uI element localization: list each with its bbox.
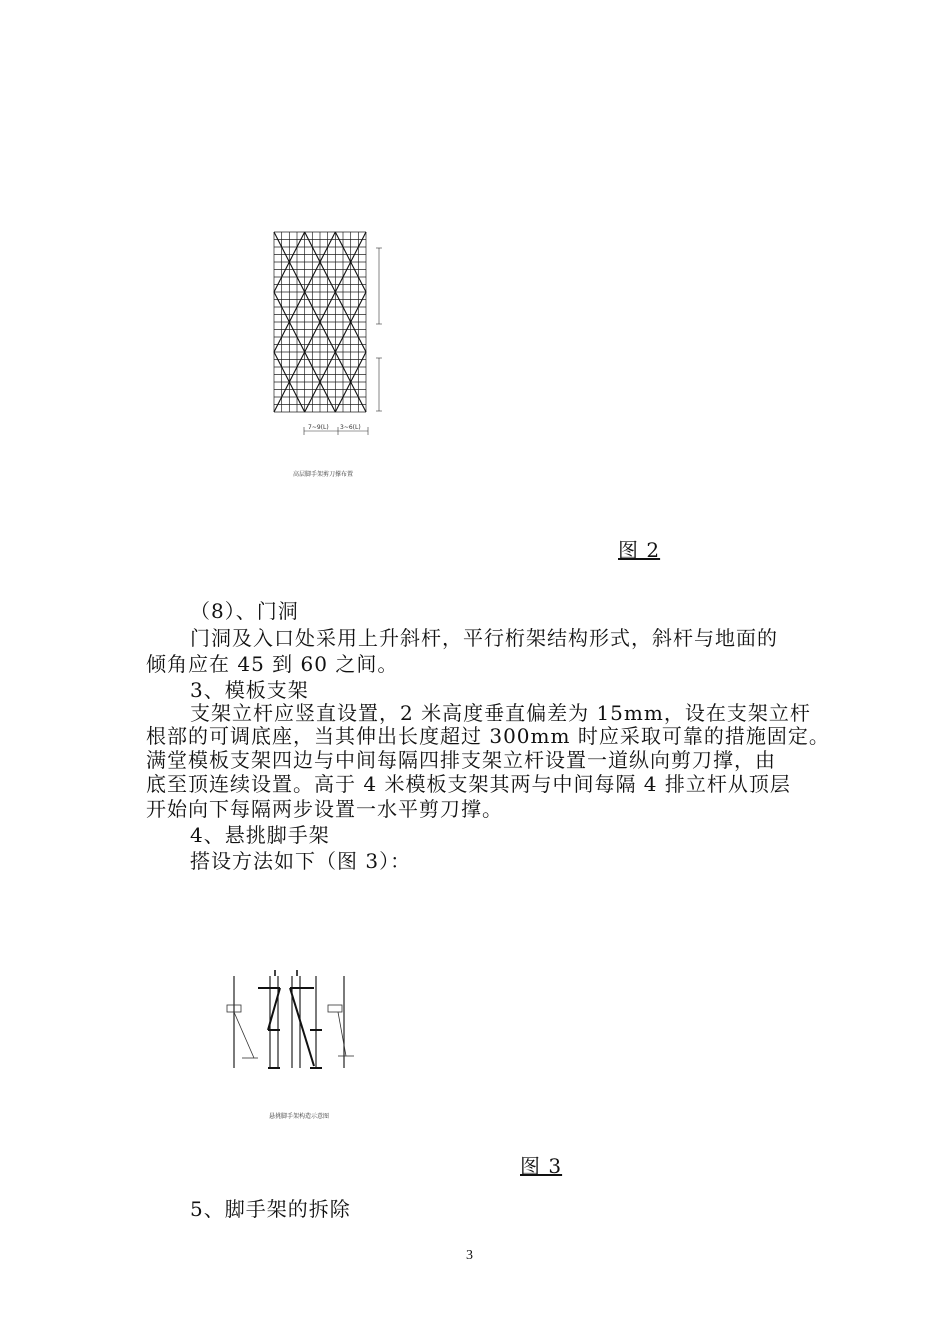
fig2-dim-left: 7~9(L) [308, 424, 329, 431]
paragraph-line: 底至顶连续设置。高于 4 米模板支架其两与中间每隔 4 排立杆从顶层 [146, 772, 791, 796]
page-number: 3 [466, 1248, 473, 1263]
fig2-dim-right: 3~6(L) [340, 424, 361, 431]
section-5-heading: 5、脚手架的拆除 [190, 1197, 351, 1221]
paragraph-line: 门洞及入口处采用上升斜杆，平行桁架结构形式，斜杆与地面的 [190, 626, 778, 650]
figure-3-drawing [222, 958, 362, 1138]
figure-2-caption: 图 2 [618, 538, 661, 562]
paragraph-line: 开始向下每隔两步设置一水平剪刀撑。 [146, 797, 503, 821]
paragraph-line: 根部的可调底座，当其伸出长度超过 300mm 时应采取可靠的措施固定。 [146, 724, 830, 748]
fig3-drawing-title: 悬挑脚手架构造示意图 [269, 1113, 330, 1120]
paragraph-line: 搭设方法如下（图 3）： [190, 849, 412, 873]
paragraph-line: 倾角应在 45 到 60 之间。 [146, 652, 399, 676]
section-3-heading: 3、模板支架 [190, 678, 309, 702]
paragraph-line: 支架立杆应竖直设置，2 米高度垂直偏差为 15mm，设在支架立杆 [190, 701, 811, 725]
paragraph-line: 满堂模板支架四边与中间每隔四排支架立杆设置一道纵向剪刀撑，由 [146, 748, 776, 772]
figure-3-caption: 图 3 [520, 1154, 563, 1178]
fig2-drawing-title: 高层脚手架剪刀撑布置 [293, 471, 354, 478]
figure-2-drawing [268, 226, 398, 496]
section-4-heading: 4、悬挑脚手架 [190, 823, 330, 847]
section-8-heading: （8）、门洞 [190, 599, 299, 623]
